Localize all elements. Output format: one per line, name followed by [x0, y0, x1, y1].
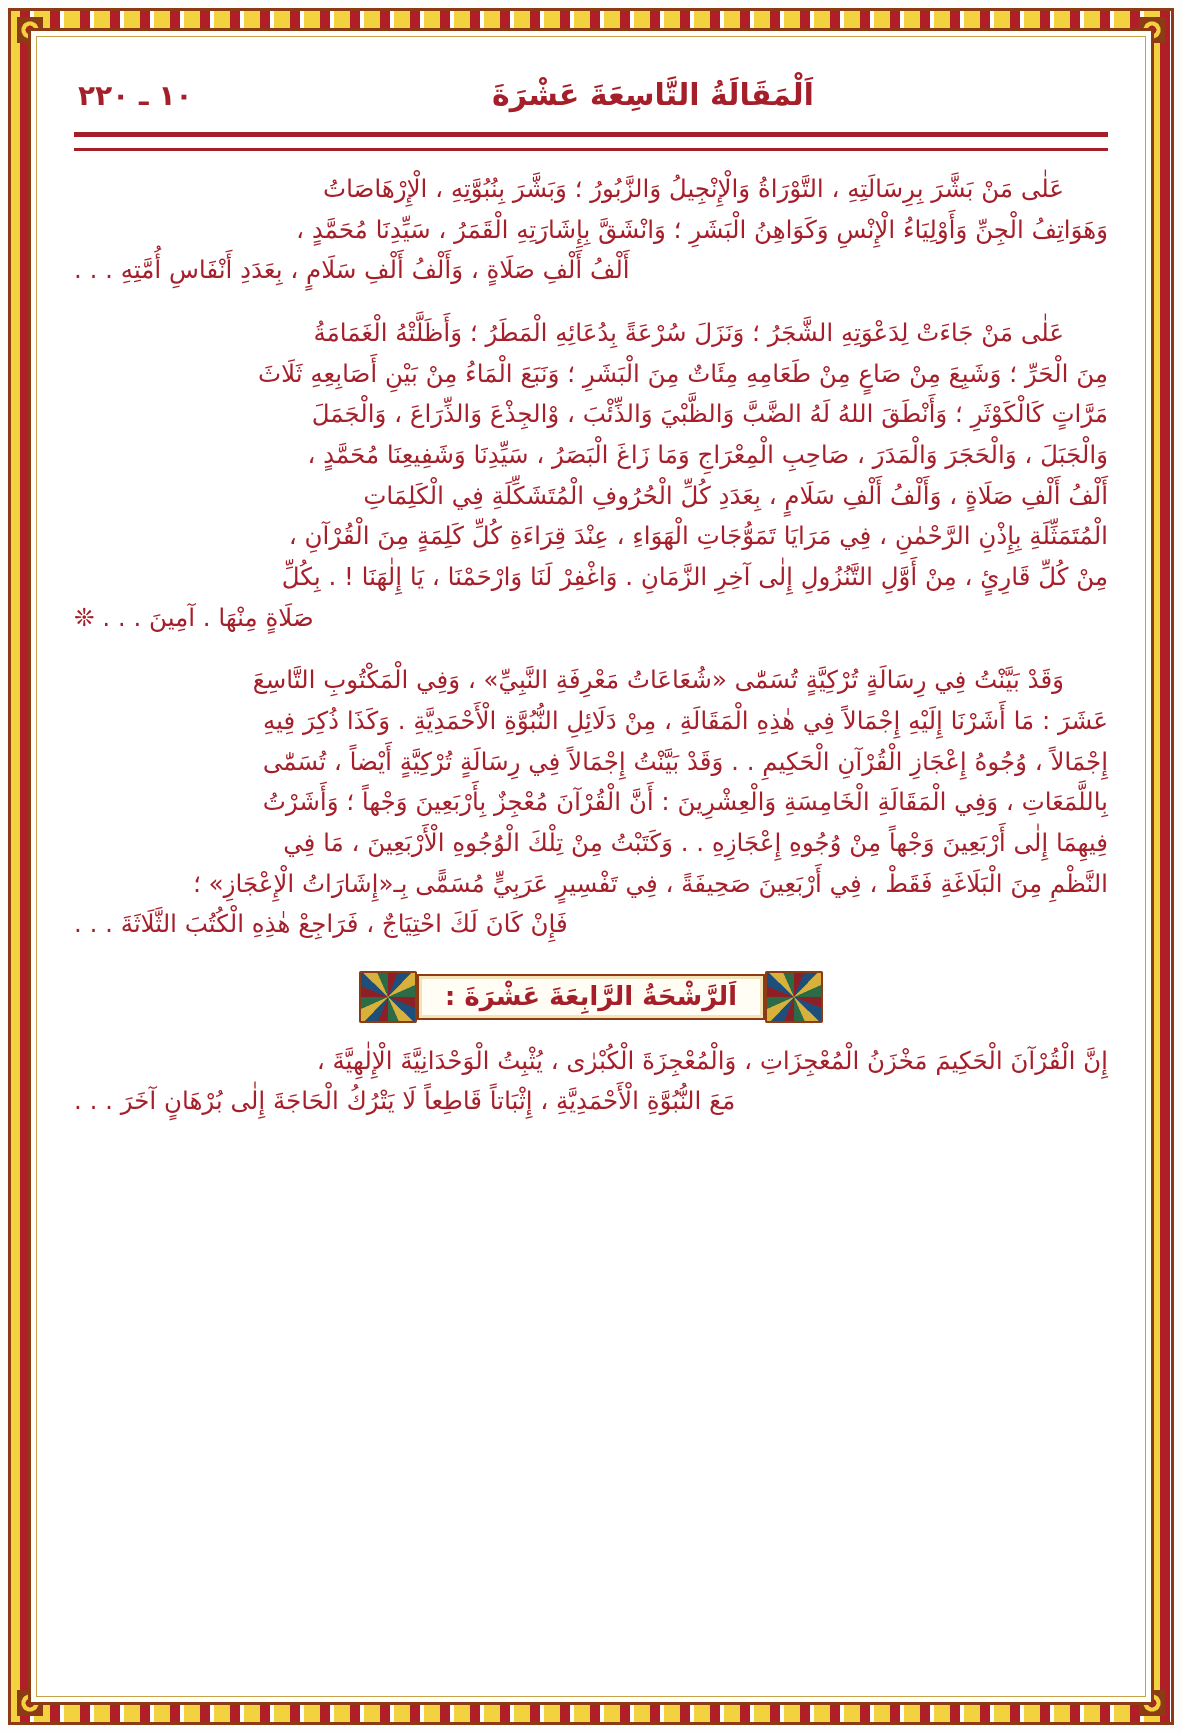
paragraph-line: أَلْفُ أَلْفِ صَلَاةٍ ، وَأَلْفُ أَلْفِ سَلَامٍ ، بِعَدَدِ أَنْفَاسِ أُمَّتِهِ . . .	[74, 255, 630, 285]
text-segment: «إِشَارَاتُ الْإِعْجَازِ»	[208, 868, 394, 898]
paragraph-line	[74, 782, 1108, 823]
paragraph-line-with-ornament: صَلَاةٍ مِنْهَا . آمِينَ . . . ❊	[74, 602, 314, 632]
text-segment: مَخْزَنُ الْمُعْجِزَاتِ ، وَالْمُعْجِزَةَ الْكُبْرٰى ، يُثْبِتُ الْوَحْدَانِيَّةَ الْإِلٰهِيَّةَ ،	[316, 1045, 936, 1075]
paragraph-line	[74, 864, 1108, 905]
text-segment: مَعَ النُّبُوَّةِ الْأَحْمَدِيَّةِ ، إِثْبَاتاً قَاطِعاً لَا يَتْرُكُ الْحَاجَةَ إِلٰى بُرْهَانٍ آخَرَ . . .	[74, 1086, 736, 1116]
paragraph-line	[74, 1041, 1108, 1082]
paragraph-line	[74, 904, 1108, 945]
paragraph-three	[74, 660, 1108, 945]
text-segment: ،	[998, 787, 1022, 817]
text-segment: بِاللَّمَعَاتِ	[1021, 787, 1108, 817]
paragraph-line: الْمُتَمَثِّلَةِ بِإِذْنِ الرَّحْمٰنِ ، فِي مَرَايَا تَمَوُّجَاتِ الْهَوَاءِ ، عِنْدَ قِرَاءَةِ كُلِّ كَلِمَةٍ مِنَ الْقُرْآنِ ،	[288, 521, 1108, 551]
page-title: اَلْمَقَالَةُ التَّاسِعَةَ عَشْرَةَ	[492, 77, 814, 113]
paragraph-line: مَرَّاتٍ كَالْكَوْثَرِ ؛ وَأَنْطَقَ اللهُ لَهُ الضَّبَّ وَالظَّبْيَ وَالذِّئْبَ ، وْالجِذْعَ وَالذِّرَاعَ ، وَالْجَمَلَ	[311, 399, 1108, 429]
paragraph-one	[74, 169, 1108, 291]
text-segment: : أَنَّ الْقُرْآنَ مُعْجِزٌ بِأَرْبَعِينَ وَجْهاً ؛ وَأَشَرْتُ	[262, 787, 678, 817]
header-divider-rule	[74, 132, 1108, 151]
text-segment: إِنَّ الْقُرْآنَ الْحَكِيمَ	[935, 1045, 1108, 1075]
paragraph-line: مِنَ الْحَرِّ ؛ وَشَبِعَ مِنْ صَاعٍ مِنْ طَعَامِهِ مِئَاتٌ مِنَ الْبَشَرِ ؛ وَنَبَعَ الْمَاءُ مِنْ بَيْنِ أَصَابِعِهِ ثَلَاثَ	[258, 358, 1108, 388]
paragraph-line	[74, 701, 1108, 742]
text-segment: إِجْمَالاً ، وُجُوهُ إِعْجَازِ الْقُرْآنِ الْحَكِيمِ . . وَقَدْ بَيَّنْتُ إِجْمَالاً فِي رِسَالَةٍ تُرْكِيَّةٍ أَيْضاً ، تُسَمّٰى	[262, 746, 1108, 776]
page-header	[74, 64, 1108, 126]
text-segment: «شُعَاعَاتُ مَعْرِفَةِ النَّبِيِّ»	[483, 665, 727, 695]
section-title-text: اَلرَّشْحَةُ الرَّابِعَةَ عَشْرَةَ :	[444, 981, 738, 1012]
page-content	[48, 48, 1134, 1685]
paragraph-line	[74, 1081, 1108, 1122]
paragraph-line: أَلْفُ أَلْفِ صَلَاةٍ ، وَأَلْفُ أَلْفِ سَلَامٍ ، بِعَدَدِ كُلِّ الْحُرُوفِ الْمُتَشَكِّلَةِ فِي الْكَلِمَاتِ	[363, 480, 1108, 510]
text-segment: وَقَدْ بَيَّنْتُ	[974, 665, 1064, 695]
text-segment: فِيهِمَا إِلٰى أَرْبَعِينَ وَجْهاً مِنْ وُجُوهِ إِعْجَازِهِ . . وَكَتَبْتُ مِنْ تِلْكَ الْوُجُوهِ الْأَرْبَعِينَ ، مَا فِي	[283, 827, 1108, 857]
text-segment: ،	[460, 665, 484, 695]
section-title-box	[417, 974, 765, 1020]
paragraph-line: عَلٰى مَنْ جَاءَتْ لِدَعْوَتِهِ الشَّجَرُ ؛ وَنَزَلَ سُرْعَةً بِدُعَائِهِ الْمَطَرُ ؛ وَأَظَلَّتْهُ الْغَمَامَةُ	[313, 317, 1064, 347]
paragraph-line: وَالْجَبَلَ ، وَالْحَجَرَ وَالْمَدَرَ ، صَاحِبِ الْمِعْرَاجِ وَمَا زَاغَ الْبَصَرُ ، سَيِّدِنَا وَشَفِيعِنَا مُحَمَّدٍ ،	[307, 439, 1108, 469]
paragraph-line	[74, 742, 1108, 783]
section-title-banner	[74, 971, 1108, 1023]
text-segment: فَإِنْ كَانَ لَكَ احْتِيَاجٌ ، فَرَاجِعْ هٰذِهِ الْكُتُبَ الثَّلَاثَةَ . . .	[74, 909, 568, 939]
text-segment: فِي رِسَالَةٍ تُرْكِيَّةٍ تُسَمّٰى	[726, 665, 975, 695]
arabesque-ornament-icon-left	[359, 971, 417, 1023]
paragraph-line	[74, 823, 1108, 864]
arabesque-ornament-icon-right	[765, 971, 823, 1023]
text-segment: النَّظْمِ مِنَ الْبَلَاغَةِ فَقَطْ ، فِي أَرْبَعِينَ صَحِيفَةً ، فِي تَفْسِيرٍ عَرَبِيٍّ مُسَمًّى بِـ	[393, 868, 1108, 898]
paragraph-line	[74, 660, 1108, 701]
paragraph-four	[74, 1041, 1108, 1122]
paragraph-line: مِنْ كُلِّ قَارِئٍ ، مِنْ أَوَّلِ التَّنُزُولِ إِلٰى آخِرِ الزَّمَانِ . وَاغْفِرْ لَنَا وَارْحَمْنَا ، يَا إِلٰهَنَا ! . بِكُلِّ	[281, 561, 1108, 591]
text-segment: ؛	[193, 868, 209, 898]
text-segment: وَفِي الْمَكْتُوبِ التَّاسِعَ	[252, 665, 461, 695]
paragraph-two	[74, 313, 1108, 638]
page-number: ٢٢٠ ـ ١٠	[78, 78, 193, 112]
text-segment: عَشَرَ	[1058, 705, 1108, 735]
paragraph-line: وَهَوَاتِفُ الْجِنِّ وَأَوْلِيَاءُ الْإِنْسِ وَكَوَاهِنُ الْبَشَرِ ؛ وَانْشَقَّ بِإِشَارَتِهِ الْقَمَرُ ، سَيِّدِنَا مُحَمَّدٍ ،	[296, 214, 1108, 244]
text-segment: : مَا أَشَرْنَا إِلَيْهِ إِجْمَالاً فِي هٰذِهِ الْمَقَالَةِ ، مِنْ دَلَائِلِ النُّبُوَّةِ الْأَحْمَدِيَّةِ . وَكَذَا ذُكِرَ فِيهِ	[262, 705, 1058, 735]
text-segment: وَفِي الْمَقَالَةِ الْخَامِسَةِ وَالْعِشْرِينَ	[677, 787, 999, 817]
paragraph-line: عَلٰى مَنْ بَشَّرَ بِرِسَالَتِهِ ، التَّوْرَاةُ وَالْإِنْجِيلُ وَالزَّبُورُ ؛ وَبَشَّرَ بِنُبُوَّتِهِ ، الْإِرْهَاصَاتُ	[323, 174, 1064, 203]
